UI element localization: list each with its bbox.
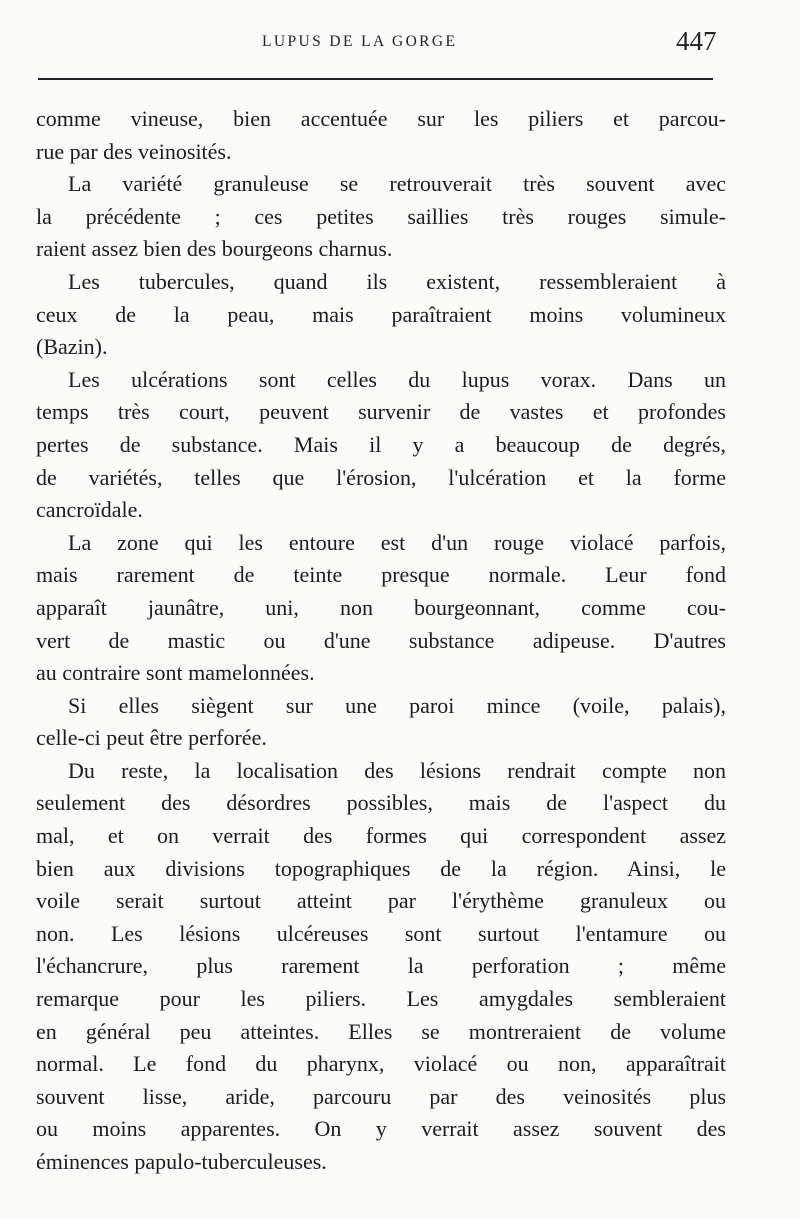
text-line: celle-ci peut être perforée. — [36, 725, 267, 751]
text-line: vert de mastic ou d'une substance adipeuse. D'autres — [36, 627, 726, 653]
text-line: ou moins apparentes. On y verrait assez souvent des — [36, 1116, 726, 1142]
text-line: remarque pour les piliers. Les amygdales sembleraient — [36, 986, 726, 1012]
text-line: ceux de la peau, mais paraîtraient moins volumineux — [36, 301, 726, 327]
page-number: 447 — [676, 26, 717, 56]
text-line: souvent lisse, aride, parcouru par des veinosités plus — [36, 1083, 726, 1109]
text-line: mais rarement de teinte presque normale. Leur fond — [36, 562, 726, 588]
text-line: mal, et on verrait des formes qui correspondent assez — [36, 823, 726, 849]
running-head: LUPUS DE LA GORGE — [262, 33, 458, 50]
body-text — [36, 103, 726, 1179]
text-line: rue par des veinosités. — [36, 138, 232, 164]
text-line: éminences papulo-tuberculeuses. — [36, 1149, 327, 1174]
text-line: temps très court, peuvent survenir de vastes et profondes — [36, 399, 726, 425]
text-line: Du reste, la localisation des lésions rendrait compte non — [68, 757, 726, 783]
text-line: La variété granuleuse se retrouverait très souvent avec — [68, 171, 726, 197]
text-line: comme vineuse, bien accentuée sur les piliers et parcou- — [36, 106, 726, 131]
text-line: apparaît jaunâtre, uni, non bourgeonnant, comme cou- — [36, 594, 726, 620]
text-line: de variétés, telles que l'érosion, l'ulcération et la forme — [36, 464, 726, 490]
text-line: seulement des désordres possibles, mais de l'aspect du — [36, 790, 726, 816]
text-line: en général peu atteintes. Elles se montreraient de volume — [36, 1018, 726, 1044]
text-line: l'échancrure, plus rarement la perforation ; même — [36, 953, 726, 979]
text-line: la précédente ; ces petites saillies très rouges simule- — [36, 203, 726, 229]
text-line: voile serait surtout atteint par l'érythème granuleux ou — [36, 888, 726, 914]
text-line: normal. Le fond du pharynx, violacé ou non, apparaîtrait — [36, 1051, 726, 1077]
text-line: pertes de substance. Mais il y a beaucoup de degrés, — [36, 431, 726, 457]
text-line: bien aux divisions topographiques de la région. Ainsi, le — [36, 855, 726, 881]
text-line: Si elles siègent sur une paroi mince (voile, palais), — [68, 692, 726, 718]
header-rule — [38, 78, 713, 80]
text-line: au contraire sont mamelonnées. — [36, 660, 315, 686]
text-line: cancroïdale. — [36, 497, 143, 523]
text-line: raient assez bien des bourgeons charnus. — [36, 236, 393, 262]
text-line: (Bazin). — [36, 334, 108, 360]
text-line: non. Les lésions ulcéreuses sont surtout l'entamure ou — [36, 920, 726, 946]
text-line: Les ulcérations sont celles du lupus vorax. Dans un — [68, 366, 726, 392]
text-line: Les tubercules, quand ils existent, ressembleraient à — [68, 268, 726, 294]
text-line: La zone qui les entoure est d'un rouge violacé parfois, — [68, 529, 726, 555]
